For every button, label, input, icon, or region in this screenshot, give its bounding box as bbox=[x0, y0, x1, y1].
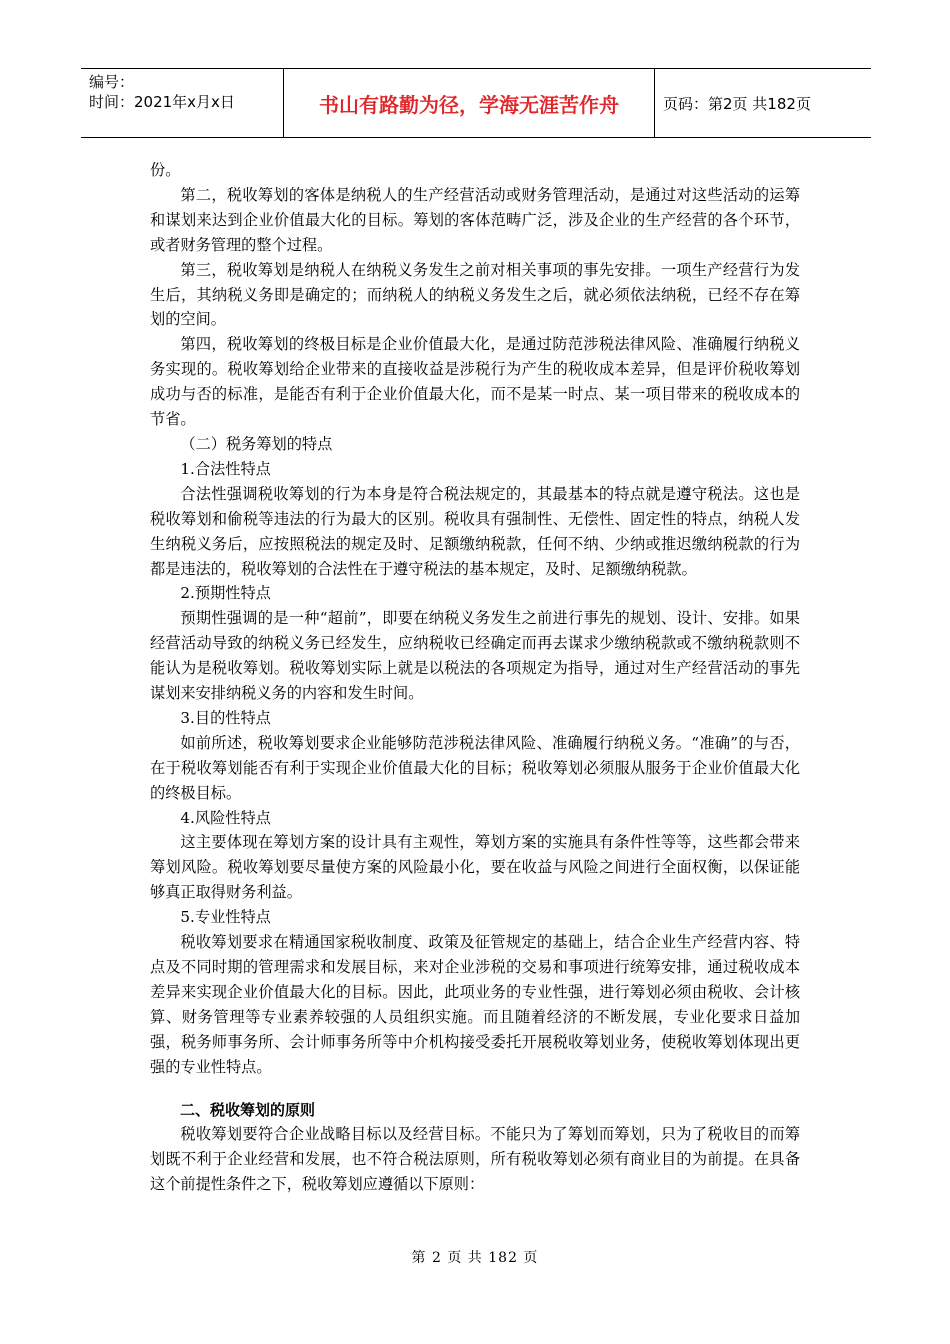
paragraph: 合法性强调税收筹划的行为本身是符合税法规定的，其最基本的特点就是遵守税法。这也是税收筹划和偷税等违法的行为最大的区别。税收具有强制性、无偿性、固定性的特点，纳税人发生纳税义务后，应按照税法的规定及时、足额缴纳税款，任何不纳、少纳或推迟缴纳税款的行为都是违法的，税收筹划的合法性在于遵守税法的基本规定，及时、足额缴纳税款。 bbox=[150, 484, 800, 578]
paragraph: 第三，税收筹划是纳税人在纳税义务发生之前对相关事项的事先安排。一项生产经营行为发生后，其纳税义务即是确定的；而纳税人的纳税义务发生之后，就必须依法纳税，已经不存在筹划的空间。 bbox=[150, 260, 800, 329]
section-gap bbox=[150, 1080, 800, 1098]
paragraph: 预期性强调的是一种“超前”，即要在纳税义务发生之前进行事先的规划、设计、安排。如果经营活动导致的纳税义务已经发生，应纳税收已经确定而再去谋求少缴纳税款或不缴纳税款则不能认为是税收筹划。税收筹划实际上就是以税法的各项规定为指导，通过对生产经营活动的事先谋划来安排纳税义务的内容和发生时间。 bbox=[150, 609, 800, 703]
subsection-heading: 1.合法性特点 bbox=[180, 459, 271, 478]
paragraph: 税收筹划要求在精通国家税收制度、政策及征管规定的基础上，结合企业生产经营内容、特点及不同时期的管理需求和发展目标，来对企业涉税的交易和事项进行统筹安排，通过税收成本差异来实现企业价值最大化的目标。因此，此项业务的专业性强，进行筹划必须由税收、会计核算、财务管理等专业素养较强的人员组织实施。而且随着经济的不断发展，专业化要求日益加强，税务师事务所、会计师事务所等中介机构接受委托开展税收筹划业务，使税收筹划体现出更强的专业性特点。 bbox=[150, 933, 800, 1076]
section-heading: 二、税收筹划的原则 bbox=[180, 1100, 316, 1119]
paragraph: 这主要体现在筹划方案的设计具有主观性，筹划方案的实施具有条件性等等，这些都会带来筹划风险。税收筹划要尽量使方案的风险最小化，要在收益与风险之间进行全面权衡，以保证能够真正取得财务利益。 bbox=[150, 833, 800, 902]
paragraph: 税收筹划要符合企业战略目标以及经营目标。不能只为了筹划而筹划，只为了税收目的而筹划既不利于企业经营和发展，也不符合税法原则，所有税收筹划必须有商业目的为前提。在具备这个前提性条件之下，税收筹划应遵循以下原则： bbox=[150, 1125, 800, 1194]
document-body bbox=[150, 158, 800, 1197]
header-page-code: 页码：第2页 共182页 bbox=[663, 94, 811, 113]
subsection-heading: 2.预期性特点 bbox=[180, 584, 271, 603]
paragraph: 第四，税收筹划的终极目标是企业价值最大化，是通过防范涉税法律风险、准确履行纳税义务实现的。税收筹划给企业带来的直接收益是涉税行为产生的税收成本差异，但是评价税收筹划成功与否的标准，是能否有利于企业价值最大化，而不是某一时点、某一项目带来的税收成本的节省。 bbox=[150, 335, 800, 429]
paragraph: 第二，税收筹划的客体是纳税人的生产经营活动或财务管理活动，是通过对这些活动的运筹和谋划来达到企业价值最大化的目标。筹划的客体范畴广泛，涉及企业的生产经营的各个环节，或者财务管理的整个过程。 bbox=[150, 185, 800, 254]
subsection-heading: 5.专业性特点 bbox=[180, 908, 271, 927]
subsection-heading: （二）税务筹划的特点 bbox=[180, 434, 333, 453]
document-date: 时间：2021年x月x日 bbox=[89, 93, 235, 111]
paragraph: 份。 bbox=[150, 161, 181, 179]
document-number-label: 编号： bbox=[89, 73, 135, 91]
subsection-heading: 3.目的性特点 bbox=[180, 708, 271, 727]
page-header bbox=[81, 68, 871, 138]
subsection-heading: 4.风险性特点 bbox=[180, 808, 271, 827]
header-info bbox=[81, 69, 284, 137]
paragraph: 如前所述，税收筹划要求企业能够防范涉税法律风险、准确履行纳税义务。“准确”的与否，在于税收筹划能否有利于实现企业价值最大化的目标；税收筹划必须服从服务于企业价值最大化的终极目标。 bbox=[150, 733, 800, 802]
header-motto: 书山有路勤为径，学海无涯苦作舟 bbox=[284, 69, 655, 137]
page-footer: 第 2 页 共 182 页 bbox=[411, 1250, 539, 1266]
